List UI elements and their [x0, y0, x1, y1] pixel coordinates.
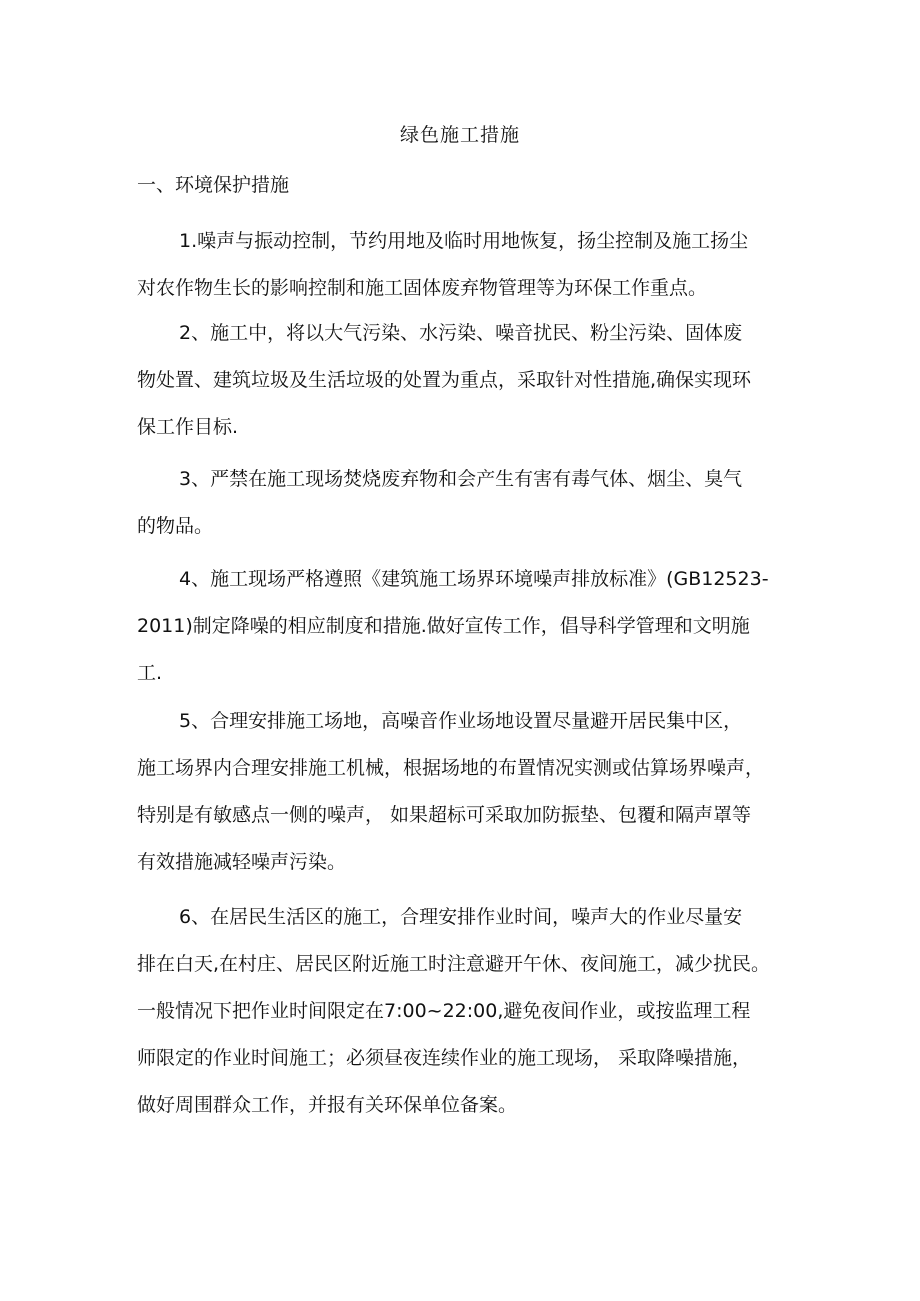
paragraph-line: 2011)制定降噪的相应制度和措施.做好宣传工作，倡导科学管理和文明施: [137, 615, 750, 637]
paragraph-line: 师限定的作业时间施工；必须昼夜连续作业的施工现场， 采取降噪措施，: [137, 1047, 752, 1069]
paragraph-line: 做好周围群众工作，并报有关环保单位备案。: [137, 1094, 518, 1116]
paragraph-1: [137, 218, 787, 312]
paragraph-line: 保工作目标.: [137, 416, 239, 438]
paragraph-line: 有效措施减轻噪声污染。: [137, 851, 347, 873]
paragraph-line: 工.: [137, 662, 163, 684]
paragraph-line: 6、在居民生活区的施工，合理安排作业时间，噪声大的作业尽量安: [179, 906, 743, 928]
paragraph-4: [137, 556, 787, 697]
paragraph-line: 3、严禁在施工现场焚烧废弃物和会产生有害有毒气体、烟尘、臭气: [179, 468, 743, 490]
paragraph-line: 的物品。: [137, 515, 214, 537]
paragraph-line: 1.噪声与振动控制，节约用地及临时用地恢复，扬尘控制及施工扬尘: [179, 230, 749, 252]
paragraph-line: 特别是有敏感点一侧的噪声， 如果超标可采取加防振垫、包覆和隔声罩等: [137, 804, 752, 826]
document-title: 绿色施工措施: [399, 124, 520, 146]
paragraph-line: 对农作物生长的影响控制和施工固体废弃物管理等为环保工作重点。: [137, 277, 708, 299]
paragraph-5: [137, 698, 787, 886]
paragraph-line: 施工场界内合理安排施工机械，根据场地的布置情况实测或估算场界噪声，: [137, 757, 765, 779]
paragraph-line: 4、施工现场严格遵照《建筑施工场界环境噪声排放标准》(GB12523-: [179, 568, 769, 590]
paragraph-2: [137, 310, 787, 451]
paragraph-line: 2、施工中，将以大气污染、水污染、噪音扰民、粉尘污染、固体废: [179, 322, 743, 344]
paragraph-line: 物处置、建筑垃圾及生活垃圾的处置为重点，采取针对性措施,确保实现环: [137, 369, 752, 391]
section-heading: 一、环境保护措施: [137, 174, 290, 196]
paragraph-line: 一般情况下把作业时间限定在7:00~22:00,避免夜间作业，或按监理工程: [137, 1000, 751, 1022]
paragraph-3: [137, 456, 787, 550]
paragraph-line: 5、合理安排施工场地，高噪音作业场地设置尽量避开居民集中区，: [179, 710, 743, 732]
paragraph-line: 排在白天,在村庄、居民区附近施工时注意避开午休、夜间施工，减少扰民。: [137, 953, 771, 975]
paragraph-6: [137, 894, 787, 1129]
